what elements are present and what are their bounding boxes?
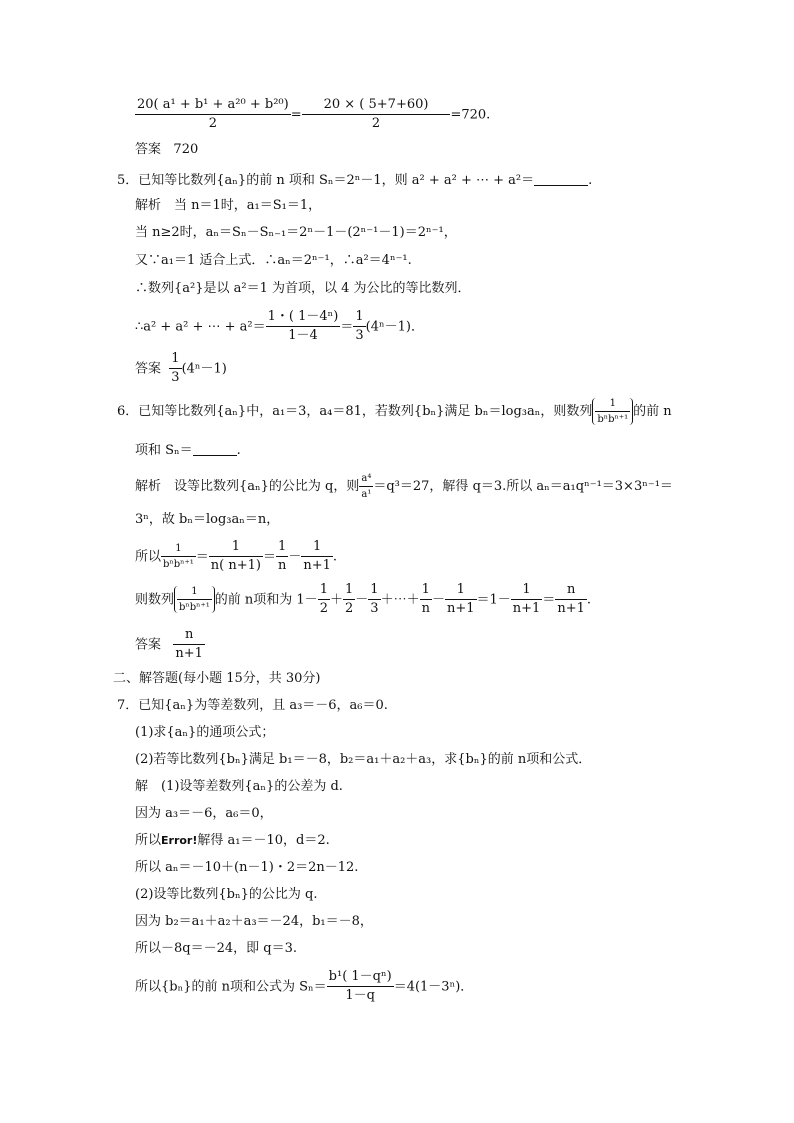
- answer-blank: [534, 173, 588, 186]
- solution-formula: ∴a² + a² + ⋯ + a²＝ $\frac{\text{1・( 1－4ⁿ)}}{1-4}$ ＝ $\frac{1}{3}$ (4ⁿ－1)．: [135, 309, 424, 344]
- question-7-part-1: (1)求{aₙ}的通项公式；: [135, 725, 275, 740]
- fraction: $\frac{1}{3}$: [171, 351, 180, 386]
- fraction: $\frac{1}{n( n+1)}$: [210, 539, 261, 574]
- question-5: 5．已知等比数列{aₙ}的前 n 项和 Sₙ＝2ⁿ－1，则 a² + a² + ⋯ + a²＝ .: [117, 173, 593, 188]
- fraction: $\frac{1}{\text{bⁿbⁿ⁺¹}}$: [179, 586, 210, 614]
- fraction: $\frac{1}{n}$: [421, 582, 430, 617]
- solution-line: 所以 aₙ＝－10＋(n－1)・2＝2n－12.: [135, 860, 359, 875]
- question-7: 7．已知{aₙ}为等差数列，且 a₃＝－6，a₆＝0.: [117, 698, 388, 713]
- question-6-cont: 项和 Sₙ＝ .: [135, 443, 241, 458]
- answer-blank: [193, 443, 237, 456]
- question-6: 6．已知等比数列{aₙ}中，a₁＝3，a₄＝81，若数列{bₙ}满足 bₙ＝log₃aₙ，则数列 $\frac{1}{\text{bⁿbⁿ⁺¹}}$ 的前 n: [117, 398, 672, 425]
- answer-line: 答案 720: [135, 142, 199, 157]
- solution-line: 解析 设等比数列{aₙ}的公比为 q，则 $\frac{\text{a⁴}}{\text{a¹}}$ ＝q³＝27，解得 q＝3.所以 aₙ＝a₁qⁿ⁻¹＝3×3ⁿ⁻¹＝: [135, 473, 673, 500]
- question-7-part-2: (2)若等比数列{bₙ}满足 b₁＝－8，b₂＝a₁＋a₂＋a₃，求{bₙ}的前 n项和公式．: [135, 752, 592, 767]
- fraction: $\frac{\text{a⁴}}{\text{a¹}}$: [361, 473, 372, 500]
- answer-line: 答案 $\frac{1}{3}$ (4ⁿ－1): [135, 351, 227, 386]
- section-heading: 二、解答题(每小题 15分，共 30分): [113, 671, 321, 686]
- solution-line: 解析 当 n＝1时，a₁＝S₁＝1，: [135, 198, 322, 213]
- solution-formula: 所以{bₙ}的前 n项和公式为 Sₙ＝ $\frac{\text{b¹( 1－qⁿ)}}{1-q}$ ＝4(1－3ⁿ)．: [135, 969, 474, 1004]
- fraction: $\frac{1}{\text{bⁿbⁿ⁺¹}}$: [597, 398, 629, 425]
- solution-formula: 所以 $\frac{1}{\text{bⁿbⁿ⁺¹}}$ ＝ $\frac{1}{n( n+1)}$ ＝ $\frac{1}{n}$ － $\frac{1}{n+1}$ .: [135, 539, 338, 574]
- solution-line: 因为 a₃＝－6，a₆＝0，: [135, 806, 273, 821]
- fraction: $\frac{n}{n+1}$: [175, 627, 203, 662]
- solution-line: 所以－8q＝－24，即 q＝3.: [135, 941, 297, 956]
- solution-line: 所以Error!解得 a₁＝－10，d＝2.: [135, 833, 330, 848]
- solution-line: 3ⁿ，故 bₙ＝log₃aₙ＝n，: [135, 512, 280, 527]
- formula-line-1: $\frac{\text{20( a¹ + b¹ + a²⁰ + b²⁰)}}{2}$ = $\frac{20 \times ( 5+7+60)}{2}$ =720.: [137, 97, 491, 132]
- sequence-bracket: [592, 398, 633, 425]
- fraction: $\frac{1}{2}$: [319, 582, 328, 617]
- fraction: $\frac{1}{3}$: [355, 309, 364, 344]
- solution-line: 又∵a₁＝1 适合上式．∴aₙ＝2ⁿ⁻¹，∴a²＝4ⁿ⁻¹.: [135, 253, 412, 268]
- solution-line: ∴数列{a²}是以 a²＝1 为首项，以 4 为公比的等比数列．: [135, 281, 471, 296]
- solution-line: 解 (1)设等差数列{aₙ}的公差为 d.: [135, 779, 343, 794]
- fraction: $\frac{1}{n}$: [277, 539, 287, 574]
- fraction: $\frac{1}{n+1}$: [303, 539, 331, 574]
- fraction: $\frac{1}{2}$: [344, 582, 354, 617]
- fraction: $\frac{1}{n+1}$: [446, 582, 475, 617]
- solution-formula: 则数列 $\frac{1}{\text{bⁿbⁿ⁺¹}}$ 的前 n项和为 1－ $\frac{1}{2}$ ＋ $\frac{1}{2}$ － $\frac{1}{3}$ ＋⋯＋ $\frac{1}{n}$ － $\frac{1}{n+1}$ ＝1－ $\frac{1}{n+1}$ ＝ $\frac{n}{n+1}$ .: [135, 582, 592, 617]
- sequence-bracket: [174, 586, 215, 613]
- answer-line: 答案 $\frac{n}{n+1}$: [135, 627, 203, 662]
- fraction: $\frac{1}{3}$: [370, 582, 379, 617]
- fraction: $\frac{1}{n+1}$: [512, 582, 541, 617]
- fraction: $\frac{20 \times ( 5+7+60)}{2}$: [302, 98, 451, 132]
- fraction: $\frac{\text{1・( 1－4ⁿ)}}{1-4}$: [267, 309, 339, 344]
- fraction: $\frac{\text{b¹( 1－qⁿ)}}{1-q}$: [328, 969, 392, 1004]
- error-marker: Error!: [161, 834, 198, 847]
- solution-line: 当 n≥2时，aₙ＝Sₙ－Sₙ₋₁＝2ⁿ－1－(2ⁿ⁻¹－1)＝2ⁿ⁻¹，: [135, 225, 457, 240]
- fraction: $\frac{n}{n+1}$: [557, 582, 585, 617]
- fraction: $\frac{\text{20( a¹ + b¹ + a²⁰ + b²⁰)}}{2}$: [137, 97, 289, 132]
- solution-line: (2)设等比数列{bₙ}的公比为 q.: [135, 887, 318, 902]
- fraction: $\frac{1}{\text{bⁿbⁿ⁺¹}}$: [163, 543, 194, 571]
- solution-line: 因为 b₂＝a₁＋a₂＋a₃＝－24，b₁＝－8，: [135, 914, 373, 929]
